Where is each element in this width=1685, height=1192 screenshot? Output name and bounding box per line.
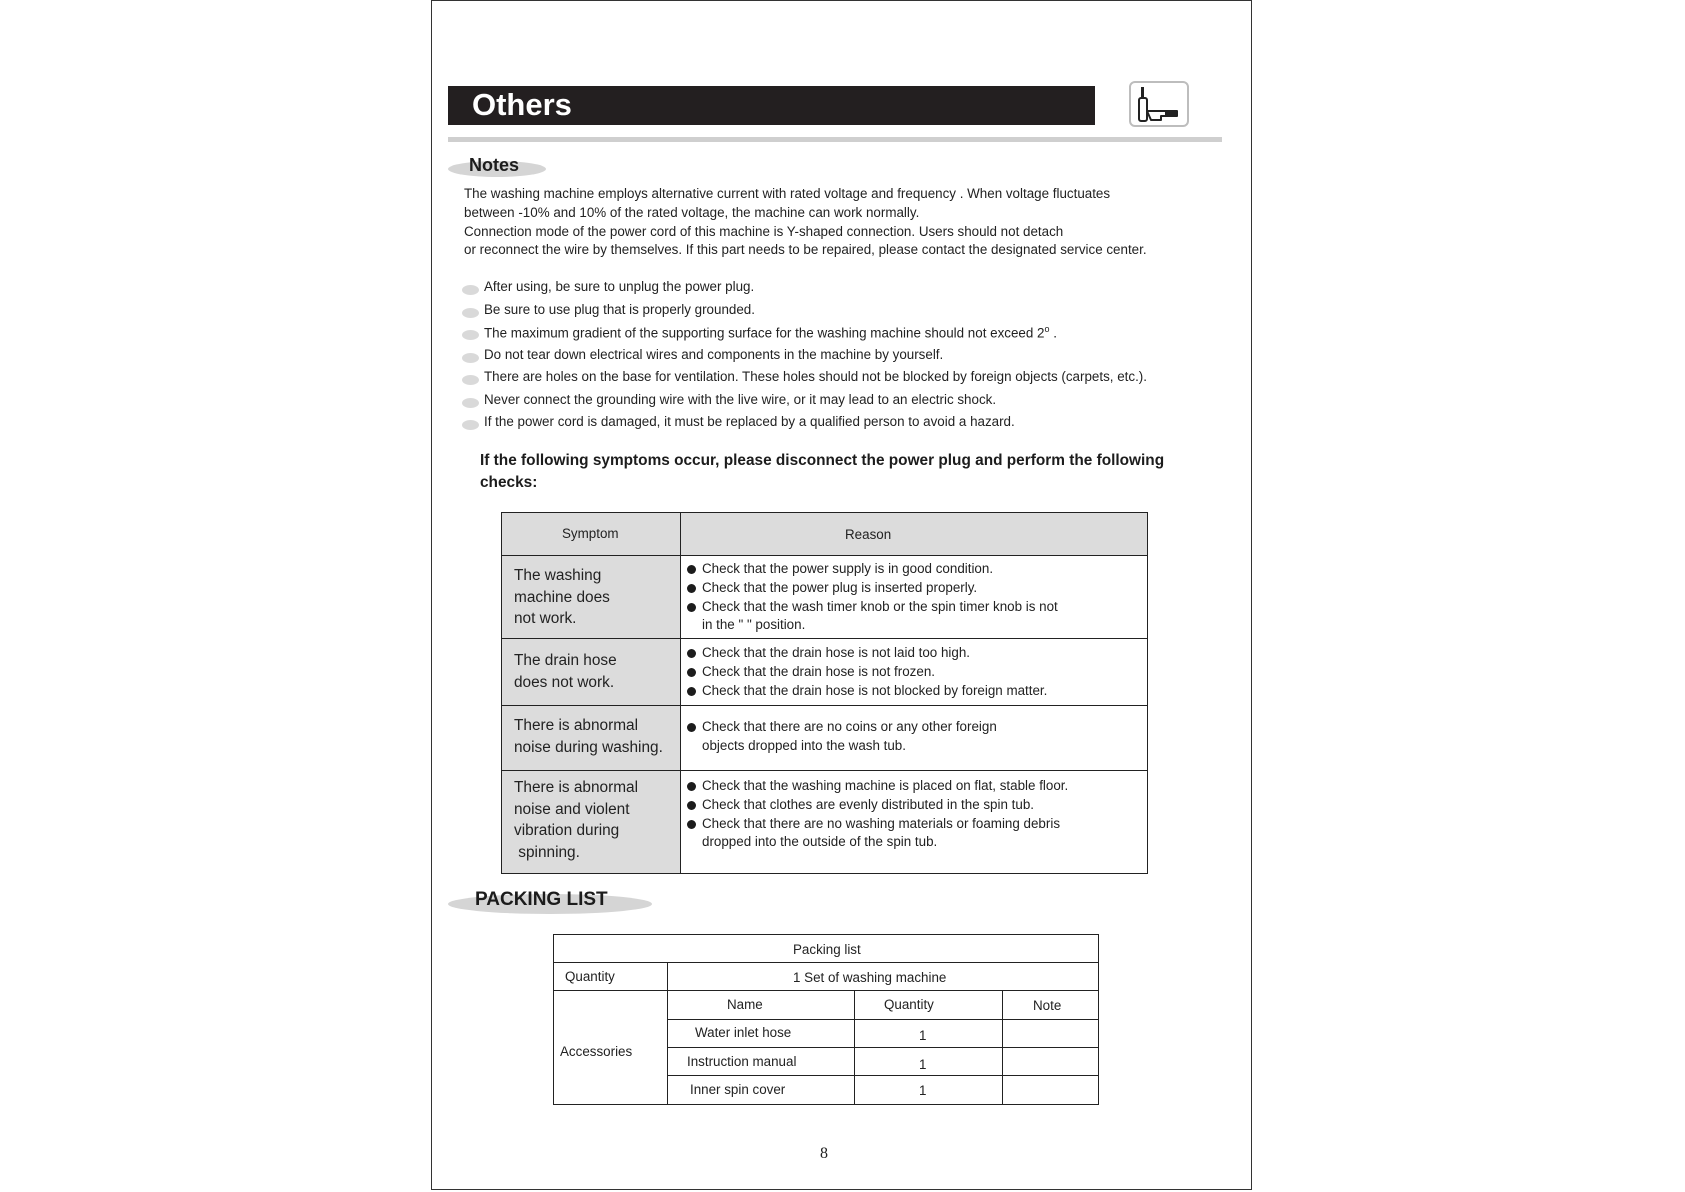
symptom-line: There is abnormal — [514, 779, 639, 796]
notes-heading: Notes — [469, 155, 520, 175]
reason-item: Check that there are no coins or any other foreign — [686, 718, 997, 737]
table-line — [854, 990, 855, 1104]
packing-table-title: Packing list — [793, 942, 861, 957]
quantity-label: Quantity — [565, 969, 615, 984]
reason-column-header: Reason — [845, 527, 892, 542]
table-line — [667, 1075, 1098, 1076]
table-line — [667, 1019, 1098, 1020]
table-line — [1002, 990, 1003, 1104]
quantity-column-header: Quantity — [884, 997, 934, 1012]
accessories-label: Accessories — [560, 1044, 633, 1059]
notes-paragraph-line: or reconnect the wire by themselves. If this part needs to be repaired, please contact the designated service center. — [464, 242, 1147, 258]
warning-line: If the following symptoms occur, please disconnect the power plug and perform the following — [480, 452, 1165, 469]
gradient-tail: . — [1049, 325, 1057, 341]
bullet-text: Be sure to use plug that is properly grounded. — [484, 301, 755, 317]
table-line — [667, 1047, 1098, 1048]
symptom-text — [514, 565, 610, 630]
bullet-text: Do not tear down electrical wires and components in the machine by yourself. — [484, 346, 944, 362]
row-divider — [502, 770, 1147, 771]
bullet-icon — [462, 308, 479, 318]
bullet-text: Never connect the grounding wire with the live wire, or it may lead to an electric shock. — [484, 391, 997, 407]
bullet-icon — [462, 353, 479, 363]
bullet-text: After using, be sure to unplug the power plug. — [484, 279, 755, 294]
gradient-text: The maximum gradient of the supporting surface for the washing machine should not exceed 2 — [484, 325, 1045, 341]
bullet-icon — [462, 420, 479, 430]
symptom-line: The washing — [514, 567, 602, 584]
reason-item: Check that the drain hose is not blocked by foreign matter. — [686, 682, 1047, 701]
page-number: 8 — [820, 1145, 828, 1162]
symptom-text — [514, 715, 663, 758]
reason-item: Check that clothes are evenly distributed in the spin tub. — [686, 796, 1068, 815]
plug-icon — [1129, 81, 1189, 127]
packing-table — [553, 934, 1099, 1105]
bullet-icon — [462, 285, 479, 295]
bullet-text: If the power cord is damaged, it must be replaced by a qualified person to avoid a hazard. — [484, 414, 1015, 429]
packing-heading: PACKING LIST — [475, 889, 608, 910]
manual-page — [431, 0, 1252, 1190]
reason-list — [686, 777, 1068, 852]
symptom-line: The drain hose — [514, 652, 617, 669]
table-line — [554, 990, 1098, 991]
item-quantity: 1 — [919, 1083, 927, 1098]
symptom-line: vibration during — [514, 822, 620, 839]
symptom-text — [514, 777, 638, 863]
quantity-value: 1 Set of washing machine — [793, 970, 947, 985]
notes-paragraph-line: Connection mode of the power cord of this machine is Y-shaped connection. Users should not detach — [464, 223, 1064, 239]
degree-sign: o — [1044, 324, 1050, 334]
symptom-line: noise during washing. — [514, 738, 663, 756]
item-name: Inner spin cover — [690, 1082, 786, 1097]
note-column-header: Note — [1033, 998, 1062, 1013]
symptom-table — [501, 512, 1148, 874]
reason-item: Check that the washing machine is placed on flat, stable floor. — [686, 777, 1068, 796]
reason-item-continued: in the " " position. — [702, 617, 806, 633]
symptom-line: There is abnormal — [514, 717, 639, 734]
name-column-header: Name — [727, 997, 763, 1012]
row-divider — [502, 705, 1147, 706]
table-line — [554, 962, 1098, 963]
reason-item-continued: dropped into the outside of the spin tub. — [702, 834, 938, 850]
item-name: Instruction manual — [687, 1054, 797, 1069]
bullet-icon — [462, 398, 479, 408]
bullet-icon — [462, 330, 479, 340]
item-quantity: 1 — [919, 1057, 927, 1072]
warning-line: checks: — [480, 473, 538, 491]
item-quantity: 1 — [919, 1028, 927, 1043]
reason-item: Check that the drain hose is not frozen. — [686, 663, 1047, 682]
symptom-line: machine does — [514, 588, 610, 606]
reason-item: Check that there are no washing materials or foaming debris — [686, 815, 1068, 834]
reason-item: Check that the wash timer knob or the spin timer knob is not — [686, 598, 1058, 617]
page-title: Others — [472, 87, 572, 122]
table-line — [667, 962, 668, 1104]
item-name: Water inlet hose — [695, 1025, 792, 1040]
bullet-text-gradient — [484, 324, 1057, 340]
symptom-line: does not work. — [514, 673, 615, 691]
notes-paragraph-line: between -10% and 10% of the rated voltage, the machine can work normally. — [464, 204, 920, 220]
bullet-text: There are holes on the base for ventilation. These holes should not be blocked by foreign objects (carpets, etc.). — [484, 369, 1147, 384]
symptom-line: spinning. — [514, 843, 580, 861]
reason-item: Check that the drain hose is not laid too high. — [686, 644, 1047, 663]
column-divider — [680, 513, 681, 873]
header-rule — [448, 137, 1222, 142]
symptom-line: noise and violent — [514, 800, 630, 818]
reason-item: Check that the power supply is in good condition. — [686, 560, 1058, 579]
reason-list — [686, 644, 1047, 700]
reason-list — [686, 718, 997, 756]
notes-paragraph — [464, 185, 1147, 260]
row-divider — [502, 638, 1147, 639]
bullet-icon — [462, 375, 479, 385]
symptom-column-header: Symptom — [562, 526, 619, 541]
symptom-text — [514, 650, 617, 693]
notes-paragraph-line: The washing machine employs alternative current with rated voltage and frequency . When voltage fluctuates — [464, 186, 1111, 201]
reason-item-continued: objects dropped into the wash tub. — [702, 737, 906, 753]
reason-item: Check that the power plug is inserted properly. — [686, 579, 1058, 598]
symptom-warning — [480, 450, 1164, 493]
symptom-line: not work. — [514, 610, 577, 627]
reason-list — [686, 560, 1058, 635]
